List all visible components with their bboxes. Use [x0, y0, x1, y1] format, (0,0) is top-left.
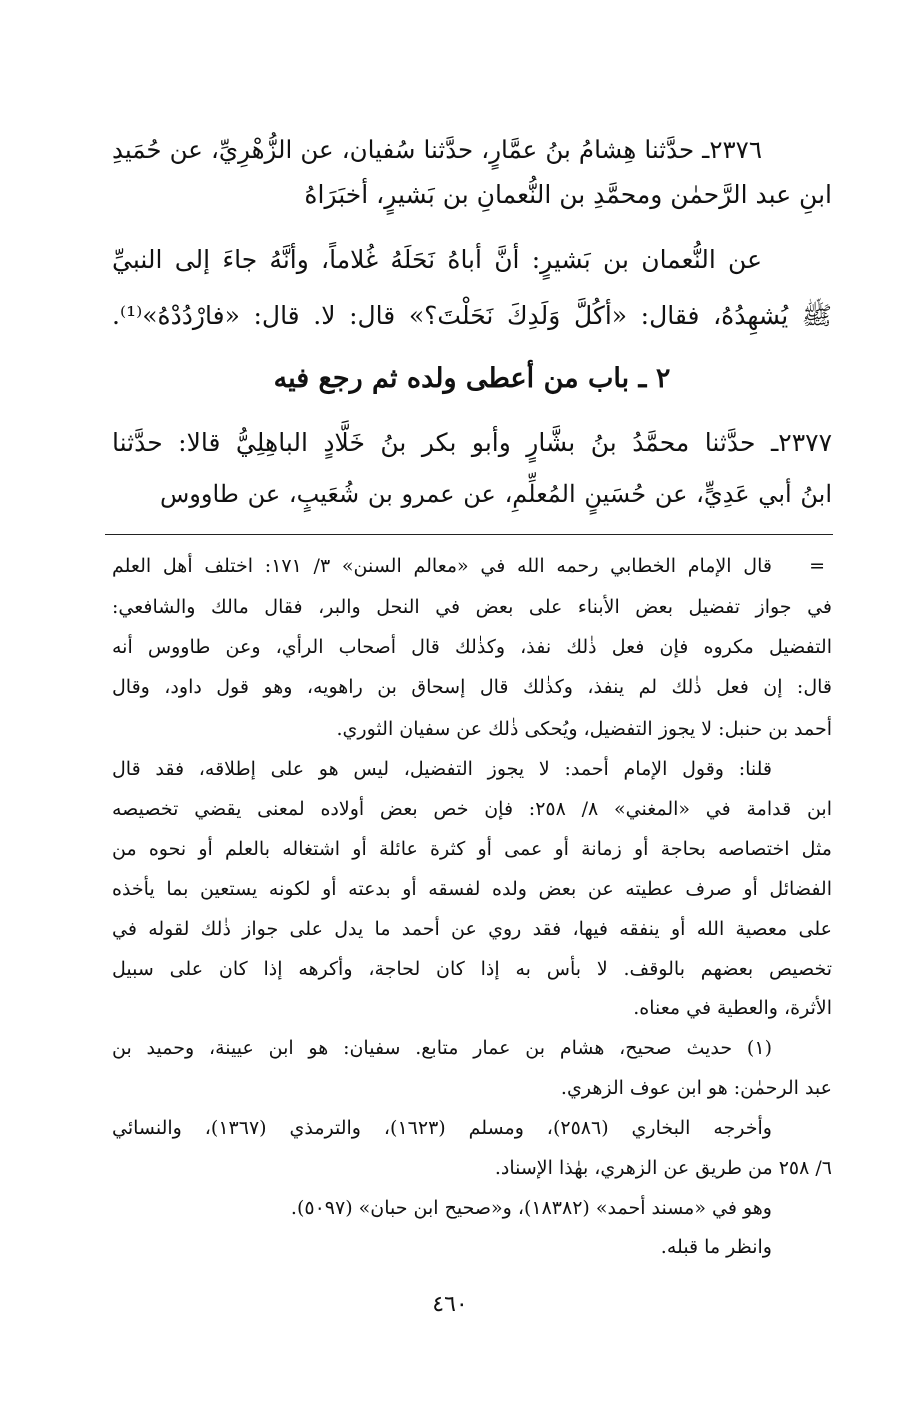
footnote-para1-line-1: قال الإمام الخطابي رحمه الله في «معالم السنن» ٣/ ١٧١: اختلف أهل العلم: [112, 555, 772, 577]
footnote-para1-line-4: قال: إن فعل ذٰلك لم ينفذ، وكذٰلك قال إسحاق بن راهويه، وهو قول داود، وقال: [112, 676, 832, 698]
footnote-para2-line-4: الفضائل أو صرف عطيته عن بعض ولده لفسقه أو بدعته أو لكونه يستعين بما يأخذه: [112, 878, 832, 900]
hadith-2377-line-2: ابنُ أبي عَدِيٍّ، عن حُسَينٍ المُعلِّمِ، عن عمرو بن شُعَيبٍ، عن طاووس: [160, 480, 832, 508]
footnote-para2-line-3: مثل اختصاصه بحاجة أو زمانة أو عمى أو كثرة عائلة أو اشتغاله بالعلم أو نحوه من: [112, 838, 832, 860]
footnote-separator: [105, 534, 833, 535]
footnote-para2-line-2: ابن قدامة في «المغني» ٨/ ٢٥٨: فإن خص بعض أولاده لمعنى يقضي تخصيصه: [112, 798, 832, 820]
hadith-2376-line-2: ابنِ عبد الرَّحمٰن ومحمَّدِ بن النُّعمانِ بن بَشيرٍ، أخبَرَاهُ: [304, 180, 832, 209]
page-number: ٤٦٠: [432, 1292, 468, 1317]
footnote-para1-line-5: أحمد بن حنبل: لا يجوز التفضيل، ويُحكى ذٰلك عن سفيان الثوري.: [336, 718, 832, 740]
footnote-para2-line-5: على معصية الله أو ينفقه فيها، فقد روي عن أحمد ما يدل على جواز ذٰلك لقوله في: [112, 918, 832, 940]
hadith-2377-line-1: ٢٣٧٧ـ حدَّثنا محمَّدُ بنُ بشَّارٍ وأبو بكر بنُ خَلَّادٍ الباهِلِيُّ قالا: حدَّثنا: [112, 428, 832, 457]
takhrij-line-1: وأخرجه البخاري (٢٥٨٦)، ومسلم (١٦٢٣)، والترمذي (١٣٦٧)، والنسائي: [112, 1117, 772, 1139]
hadith-2376-matn-line-2: ﷺ يُشهِدُهُ، فقال: «أكُلَّ وَلَدِكَ نَحَلْتَ؟» قال: لا. قال: «فارْدُدْهُ»⁽¹⁾.: [112, 301, 832, 330]
footnote-para2-line-1: قلنا: وقول الإمام أحمد: لا يجوز التفضيل، ليس هو على إطلاقه، فقد قال: [112, 758, 772, 780]
footnote-para1-line-2: في جواز تفضيل بعض الأبناء على بعض في النحل والبر، فقال مالك والشافعي:: [112, 596, 832, 618]
hadith-2376-matn-line-1: عن النُّعمان بن بَشيرٍ: أنَّ أباهُ نَحَلَهُ غُلاماً، وأنَّهُ جاءَ إلى النبيِّ: [112, 245, 762, 274]
footnote-para2-line-6: تخصيص بعضهم بالوقف. لا بأس به إذا كان لحاجة، وأكرهه إذا كان على سبيل: [112, 958, 832, 980]
continuation-marker: =: [809, 555, 825, 577]
footnote-para1-line-3: التفضيل مكروه فإن فعل ذٰلك نفذ، وكذٰلك قال أصحاب الرأي، وعن طاووس أنه: [112, 636, 832, 658]
see-also-line-2: وانظر ما قبله.: [660, 1236, 772, 1258]
footnote-1-line-2: عبد الرحمٰن: هو ابن عوف الزهري.: [560, 1077, 832, 1099]
takhrij-line-2: ٦/ ٢٥٨ من طريق عن الزهري، بهٰذا الإسناد.: [494, 1157, 832, 1179]
hadith-2376-line-1: ٢٣٧٦ـ حدَّثنا هِشامُ بنُ عمَّارٍ، حدَّثنا سُفيان، عن الزُّهْرِيِّ، عن حُمَيدِ: [112, 135, 762, 164]
footnote-1-line-1: (١) حديث صحيح، هشام بن عمار متابع. سفيان: هو ابن عيينة، وحميد بن: [112, 1037, 772, 1059]
see-also-line-1: وهو في «مسند أحمد» (١٨٣٨٢)، و«صحيح ابن حبان» (٥٠٩٧).: [290, 1197, 772, 1219]
footnote-para2-line-7: الأثرة، والعطية في معناه.: [633, 997, 832, 1019]
chapter-heading: ٢ ـ باب من أعطى ولده ثم رجع فيه: [273, 363, 671, 394]
